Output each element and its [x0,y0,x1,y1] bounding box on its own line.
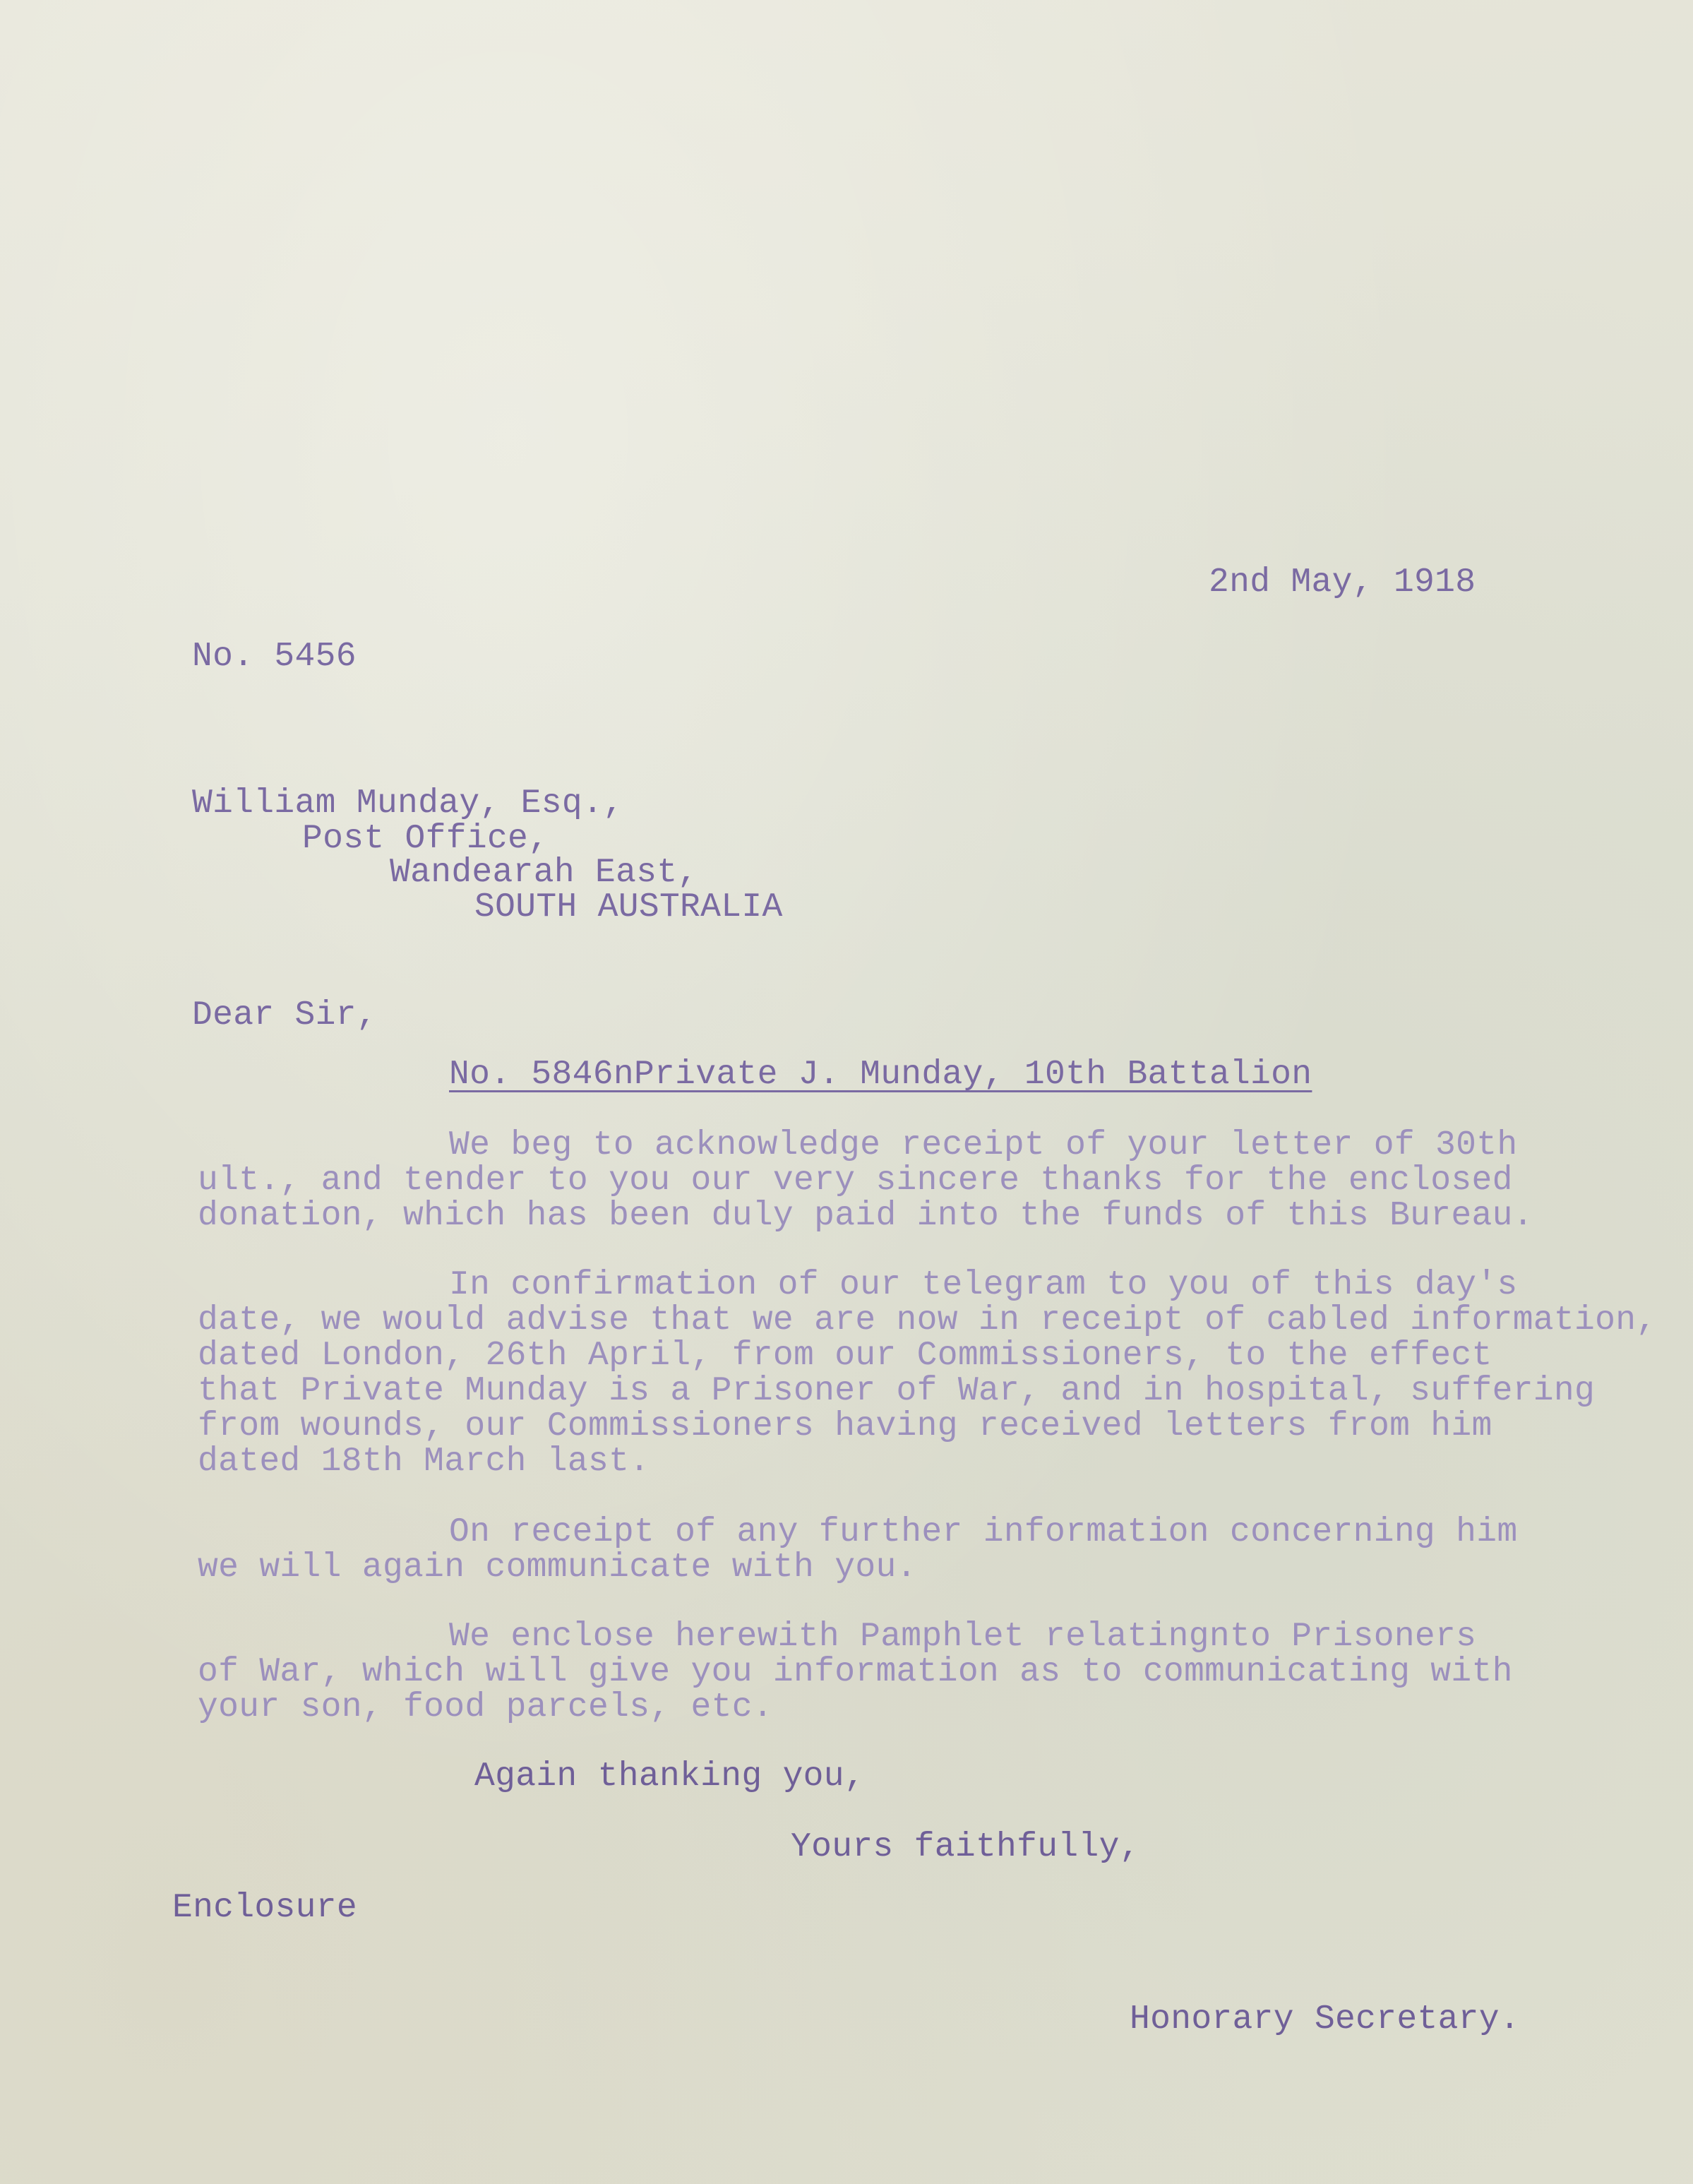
letter-date: 2nd May, 1918 [1209,563,1476,602]
paragraph-line: that Private Munday is a Prisoner of War, and in hospital, suffering [198,1372,1596,1410]
subject-line: No. 5846nPrivate J. Munday, 10th Battalion [449,1056,1312,1094]
valediction: Yours faithfully, [791,1828,1140,1866]
paragraph-line: We enclose herewith Pamphlet relatingnto Prisoners [449,1618,1477,1656]
salutation: Dear Sir, [192,996,377,1034]
signatory-title: Honorary Secretary. [1130,2000,1520,2039]
paragraph-line: In confirmation of our telegram to you of this day's [449,1266,1518,1304]
address-line-state: SOUTH AUSTRALIA [474,888,783,926]
paragraph-line: your son, food parcels, etc. [198,1688,773,1726]
paragraph-line: On receipt of any further information concerning him [449,1513,1518,1551]
reference-number: No. 5456 [192,638,357,676]
paragraph-line: ult., and tender to you our very sincere thanks for the enclosed [198,1162,1513,1200]
address-line-name: William Munday, Esq., [192,784,624,823]
paragraph-line: We beg to acknowledge receipt of your letter of 30th [449,1126,1518,1164]
paragraph-line: from wounds, our Commissioners having received letters from him [198,1407,1492,1445]
enclosure-note: Enclosure [172,1889,357,1927]
paragraph-line: date, we would advise that we are now in receipt of cabled information, [198,1301,1657,1339]
paragraph-line: of War, which will give you information as to communicating with [198,1653,1513,1691]
address-line-town: Wandearah East, [390,854,698,892]
address-line-post-office: Post Office, [302,820,549,858]
paragraph-line: we will again communicate with you. [198,1549,917,1587]
paragraph-line: dated 18th March last. [198,1443,650,1481]
closing-thanks: Again thanking you, [474,1758,865,1796]
paragraph-line: dated London, 26th April, from our Commissioners, to the effect [198,1337,1492,1375]
paragraph-line: donation, which has been duly paid into the funds of this Bureau. [198,1197,1533,1235]
